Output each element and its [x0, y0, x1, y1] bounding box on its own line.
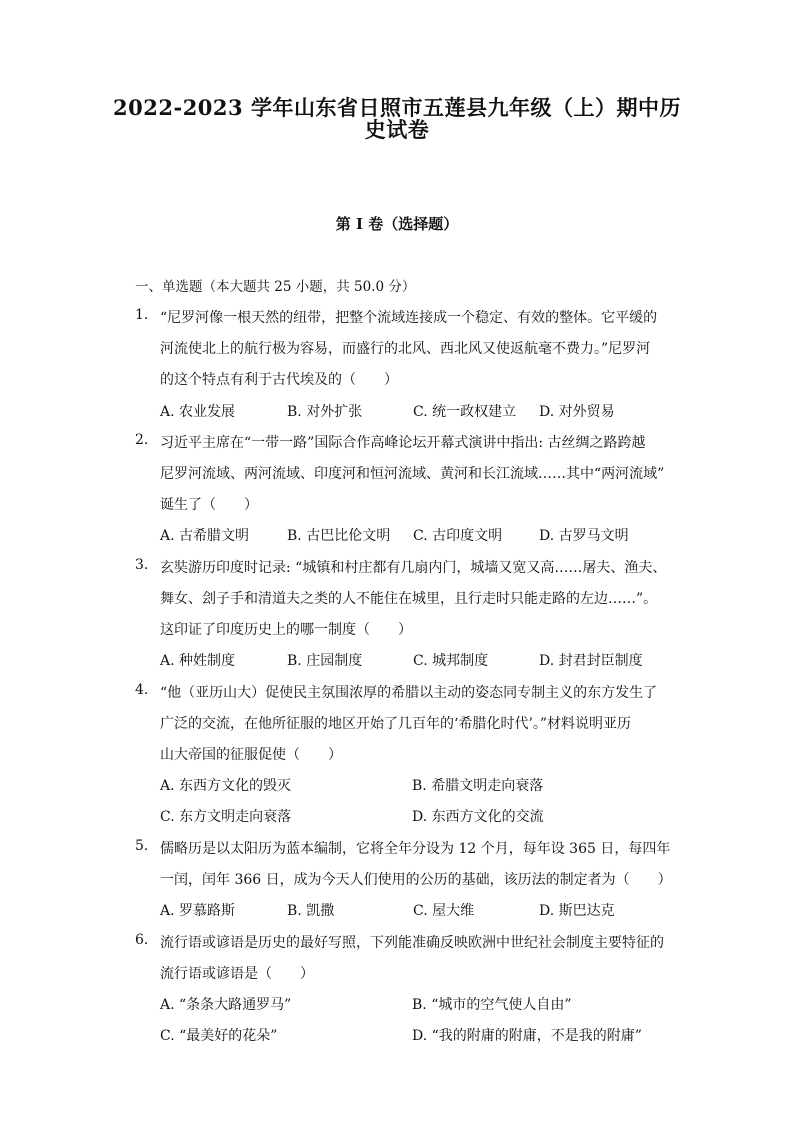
option-c: C. 统一政权建立 [413, 404, 517, 420]
question-number: 5. [135, 838, 149, 854]
option-b: B. 希腊文明走向衰落 [412, 778, 544, 794]
option-c: C. 屋大维 [413, 903, 475, 919]
option-b: B. “城市的空气使人自由” [412, 997, 572, 1013]
option-b: B. 古巴比伦文明 [287, 528, 391, 544]
option-b: B. 庄园制度 [287, 653, 363, 669]
option-b: B. 对外扩张 [287, 404, 363, 420]
question-text-line: “他（亚历山大）促使民主氛围浓厚的希腊以主动的姿态同专制主义的东方发生了 [160, 685, 658, 701]
question-text-line: 河流使北上的航行极为容易，而盛行的北风、西北风又使返航毫不费力。”尼罗河 [160, 341, 651, 357]
question-text-line: 山大帝国的征服促使（ ） [160, 747, 342, 763]
question-text-line: 舞女、刽子手和清道夫之类的人不能住在城里，且行走时只能走路的左边……”。 [160, 591, 658, 607]
option-c: C. “最美好的花朵” [160, 1028, 278, 1044]
option-a: A. 东西方文化的毁灭 [160, 778, 292, 794]
section-heading: 一、单选题（本大题共 25 小题，共 50.0 分） [135, 279, 416, 295]
option-a: A. 农业发展 [160, 404, 236, 420]
option-c: C. 城邦制度 [413, 653, 489, 669]
option-d: D. 对外贸易 [539, 404, 615, 420]
question-number: 4. [135, 682, 149, 698]
question-text-line: “尼罗河像一根天然的纽带，把整个流域连接成一个稳定、有效的整体。它平缓的 [160, 310, 658, 326]
question-text-line: 一闰，闰年 366 日，成为今天人们使用的公历的基础，该历法的制定者为（ ） [160, 872, 672, 888]
question-number: 3. [135, 557, 149, 573]
question-text-line: 习近平主席在“一带一路”国际合作高峰论坛开幕式演讲中指出: 古丝绸之路跨越 [160, 435, 646, 451]
exam-title-line2: 史试卷 [364, 117, 430, 142]
question-number: 2. [135, 432, 149, 448]
option-d: D. 封君封臣制度 [539, 653, 643, 669]
question-text-line: 诞生了（ ） [160, 497, 258, 513]
option-b: B. 凯撒 [287, 903, 335, 919]
option-d: D. “我的附庸的附庸，不是我的附庸” [412, 1028, 642, 1044]
option-d: D. 斯巴达克 [539, 903, 615, 919]
option-c: C. 东方文明走向衰落 [160, 809, 292, 825]
question-text-line: 尼罗河流域、两河流域、印度河和恒河流域、黄河和长江流域……其中“两河流域” [160, 466, 665, 482]
volume-heading: 第 I 卷（选择题） [335, 215, 459, 233]
question-text-line: 流行语或谚语是（ ） [160, 966, 314, 982]
question-number: 6. [135, 932, 149, 948]
question-text-line: 流行语或谚语是历史的最好写照，下列能准确反映欧洲中世纪社会制度主要特征的 [160, 935, 664, 951]
question-text-line: 儒略历是以太阳历为蓝本编制，它将全年分设为 12 个月，每年设 365 日，每四年 [160, 841, 671, 857]
question-number: 1. [135, 307, 149, 323]
question-text-line: 的这个特点有利于古代埃及的（ ） [160, 372, 398, 388]
option-a: A. 种姓制度 [160, 653, 236, 669]
option-d: D. 东西方文化的交流 [412, 809, 544, 825]
option-a: A. “条条大路通罗马” [160, 997, 292, 1013]
option-a: A. 古希腊文明 [160, 528, 250, 544]
option-c: C. 古印度文明 [413, 528, 503, 544]
option-d: D. 古罗马文明 [539, 528, 629, 544]
question-text-line: 广泛的交流，在他所征服的地区开始了几百年的‘希腊化时代’。”材料说明亚历 [160, 716, 632, 732]
question-text-line: 玄奘游历印度时记录: “城镇和村庄都有几扇内门，城墙又宽又高……屠夫、渔夫、 [160, 560, 667, 576]
exam-title-line1: 2022-2023 学年山东省日照市五莲县九年级（上）期中历 [113, 95, 681, 120]
question-text-line: 这印证了印度历史上的哪一制度（ ） [160, 622, 412, 638]
option-a: A. 罗慕路斯 [160, 903, 236, 919]
